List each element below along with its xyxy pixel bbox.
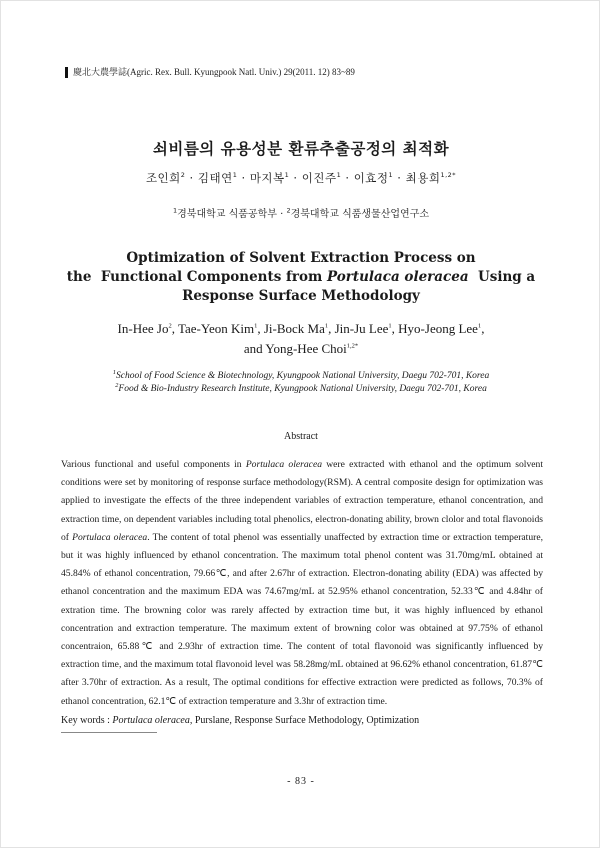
affiliation-separator: · xyxy=(276,209,287,220)
keywords: Key words : Portulaca oleracea, Purslane, Response Surface Methodology, Optimization xyxy=(61,715,420,726)
korean-author: 조인희$^2$ xyxy=(145,171,186,185)
abstract-heading: Abstract xyxy=(284,431,318,442)
korean-title: 쇠비름의 유용성분 환류추출공정의 최적화 xyxy=(152,140,450,158)
english-author: Tae-Yeon Kim$^1$, xyxy=(177,321,264,336)
english-author: In-Hee Jo$^2$, xyxy=(117,321,178,336)
korean-author: 최용희$^{1,2*}$ xyxy=(405,171,457,185)
author-separator: · xyxy=(289,171,302,185)
korean-author: 마지복$^1$ xyxy=(249,171,290,185)
korean-author: 이효정$^1$ xyxy=(353,171,394,185)
affiliation-line: $^1$School of Food Science & Biotechnology, Kyungpook National University, Daegu 702-701, Korea xyxy=(112,368,490,381)
author-separator: · xyxy=(185,171,198,185)
english-authors: In-Hee Jo$^2$, Tae-Yeon Kim$^1$, Ji-Bock Ma$^1$, Jin-Ju Lee$^1$, Hyo-Jeong Lee$^1$, and Yong-Hee Choi$^{1,2*}$ xyxy=(117,321,485,356)
author-separator: · xyxy=(237,171,250,185)
korean-author: 이진주$^1$ xyxy=(301,171,342,185)
english-title: Optimization of Solvent Extraction Process on the Functional Components from Portulaca oleracea Using a Response Surface Methodology xyxy=(66,250,536,304)
english-author: Hyo-Jeong Lee$^1$, xyxy=(398,321,485,336)
english-author: Ji-Bock Ma$^1$, xyxy=(263,321,335,336)
english-affiliations xyxy=(1,370,600,395)
english-author: Jin-Ju Lee$^1$, xyxy=(334,321,399,336)
abstract-body: Various functional and useful components in Portulaca oleracea were extracted with ethanol and the optimum solvent conditions were set by monitoring of response surface methodology(RSM). A central composite design for optimization was applied to investigate the effects of the three independent variables of extraction temperature, ethanol concentration, and extraction time, on dependent variables including total phenolics, electron-donating ability, brown clolor and total flavonoids of Portulaca oleracea. The content of total phenol was essentially unaffected by extraction time or extraction temperature, but it was highly influenced by ethanol concentration. The maximum total phenol content was 31.70mg/mL obtained at 45.84% of ethanol concentration, 79.66℃, and after 2.67hr of extraction. Electron-donating ability (EDA) was affected by ethanol concentration and the maximum EDA was 74.67mg/mL at 52.95% ethanol concentration, 52.33℃ and 4.84hr of extration time. The browning color was rarely affected by extraction time but, it was highly influenced by ethanol concentration and extraction temperature. The maximum extent of browning color was obtained at 97.75% of ethanol concentraion, 65.88℃ and 2.93hr of extraction time. The content of total flavonoid was significantly influenced by extraction time, and the maximum total flavonoid level was 58.28mg/mL obtained at 96.62% ethanol concentration, 61.87℃ after 3.70hr of extraction. As a result, The optimal conditions for effective extraction were predicted as follows, 70.3% of ethanol concentration, 62.1℃ of extraction temperature and 3.3hr of extraction time. xyxy=(61,459,543,707)
journal-reference: 慶北大農學誌(Agric. Rex. Bull. Kyungpook Natl. Univ.) 29(2011. 12) 83~89 xyxy=(65,67,355,78)
korean-affiliations: $^1$경북대학교 식품공학부 · $^2$경북대학교 식품생물산업연구소 xyxy=(172,206,430,220)
english-author: Yong-Hee Choi$^{1,2*}$ xyxy=(265,341,359,356)
korean-author: 김태연$^1$ xyxy=(197,171,238,185)
footnote-divider xyxy=(61,732,157,733)
korean-authors xyxy=(1,170,600,186)
keywords-label: Key words : xyxy=(61,715,113,726)
affiliation-line: $^2$Food & Bio-Industry Research Institute, Kyungpook National University, Daegu 702-701, Korea xyxy=(115,381,487,394)
page-number: - 83 - xyxy=(287,776,315,787)
author-separator: · xyxy=(341,171,354,185)
author-separator: · xyxy=(393,171,406,185)
